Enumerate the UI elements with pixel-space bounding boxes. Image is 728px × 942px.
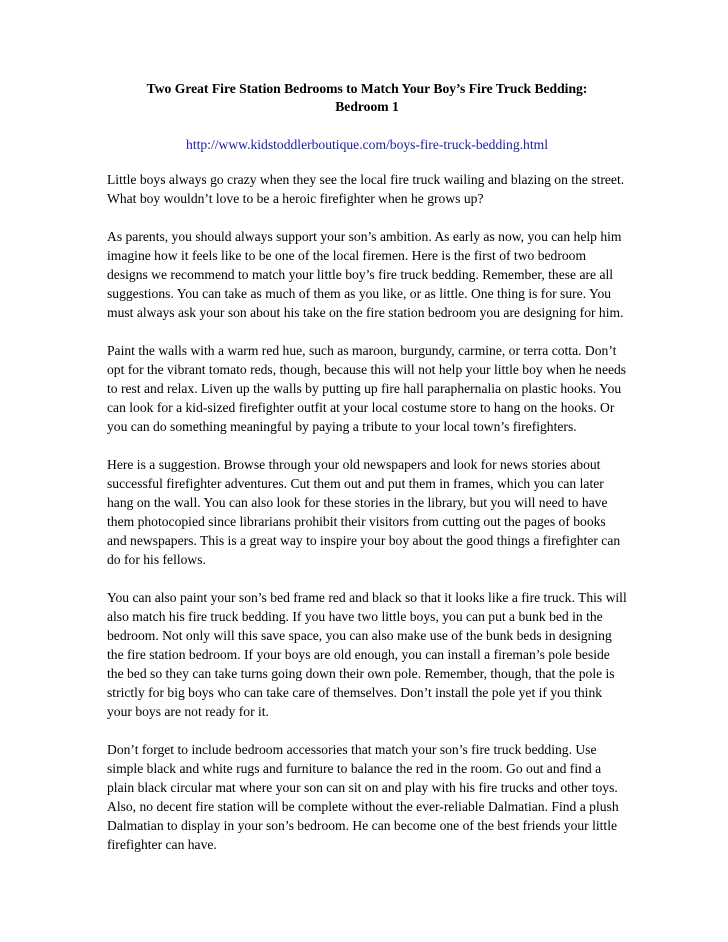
document-content <box>107 80 627 854</box>
title-line-1: Two Great Fire Station Bedrooms to Match Your Boy’s Fire Truck Bedding: <box>146 81 588 96</box>
document-title <box>107 80 627 116</box>
paragraph-2: As parents, you should always support your son’s ambition. As early as now, you can help him imagine how it feels like to be one of the local firemen. Here is the first of two bedroom designs we recommend to match your little boy’s fire truck bedding. Remember, these are all suggestions. You can take as much of them as you like, or as little. One thing is for sure. You must always ask your son about his take on the fire station bedroom you are designing for him. <box>107 229 624 320</box>
paragraph-1: Little boys always go crazy when they see the local fire truck wailing and blazing on the street. What boy wouldn’t love to be a heroic firefighter when he grows up? <box>107 172 625 206</box>
paragraph-5: You can also paint your son’s bed frame red and black so that it looks like a fire truck. This will also match his fire truck bedding. If you have two little boys, you can put a bunk bed in the bedroom. Not only will this save space, you can also make use of the bunk beds in designing the fire station bedroom. If your boys are old enough, you can install a fireman’s pole beside the bed so they can take turns going down their own pole. Remember, though, that the pole is strictly for big boys who can take care of themselves. Don’t install the pole yet if you think your boys are not ready for it. <box>107 590 627 719</box>
title-line-2: Bedroom 1 <box>335 99 399 114</box>
article-body <box>107 170 627 854</box>
paragraph-4: Here is a suggestion. Browse through your old newspapers and look for news stories about successful firefighter adventures. Cut them out and put them in frames, which you can later hang on the wall. You can also look for these stories in the library, but you will need to have them photocopied since librarians prohibit their visitors from cutting out the pages of books and newspapers. This is a great way to inspire your boy about the good things a firefighter can do for his fellows. <box>107 457 621 567</box>
paragraph-6: Don’t forget to include bedroom accessories that match your son’s fire truck bedding. Use simple black and white rugs and furniture to balance the red in the room. Go out and find a plain black circular mat where your son can sit on and play with his fire trucks and other toys. Also, no decent fire station will be complete without the ever-reliable Dalmatian. Find a plush Dalmatian to display in your son’s bedroom. He can become one of the best friends your little firefighter can have. <box>107 742 619 852</box>
source-url-link[interactable]: http://www.kidstoddlerboutique.com/boys-fire-truck-bedding.html <box>186 137 548 152</box>
paragraph-3: Paint the walls with a warm red hue, such as maroon, burgundy, carmine, or terra cotta. Don’t opt for the vibrant tomato reds, though, because this will not help your little boy when he needs to rest and relax. Liven up the walls by putting up fire hall paraphernalia on plastic hooks. You can look for a kid-sized firefighter outfit at your local costume store to hang on the hooks. Or you can do something meaningful by paying a tribute to your local town’s firefighters. <box>107 343 627 434</box>
